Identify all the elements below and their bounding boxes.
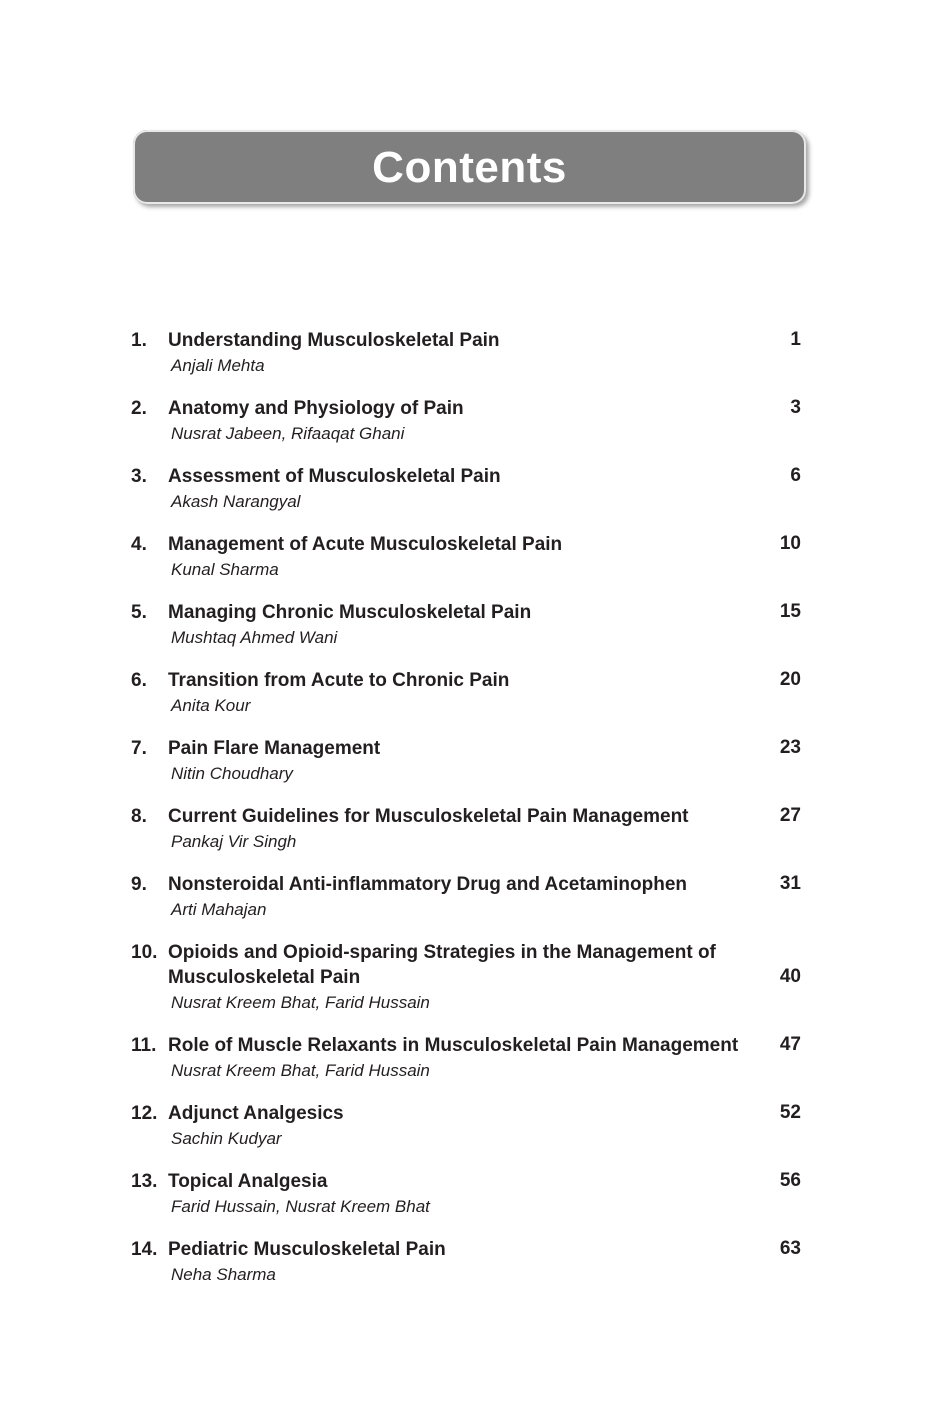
chapter-page-number: 52 bbox=[779, 1102, 801, 1123]
chapter-author: Kunal Sharma bbox=[171, 560, 279, 579]
chapter-title: Topical Analgesia bbox=[168, 1171, 328, 1192]
chapter-author: Akash Narangyal bbox=[171, 492, 301, 511]
chapter-page-number: 23 bbox=[779, 737, 801, 758]
chapter-page-number: 27 bbox=[779, 805, 801, 826]
chapter-title: Understanding Musculoskeletal Pain bbox=[168, 330, 500, 351]
chapter-number: 1. bbox=[131, 330, 147, 351]
chapter-author: Anjali Mehta bbox=[171, 356, 265, 375]
toc-entry-14[interactable] bbox=[131, 1237, 801, 1288]
chapter-page-number: 31 bbox=[779, 873, 801, 894]
toc-entry-8[interactable] bbox=[131, 804, 801, 855]
chapter-page-number: 1 bbox=[790, 329, 801, 350]
chapter-author: Neha Sharma bbox=[171, 1265, 276, 1284]
chapter-title: Anatomy and Physiology of Pain bbox=[168, 398, 464, 419]
chapter-author: Nusrat Kreem Bhat, Farid Hussain bbox=[171, 993, 430, 1012]
chapter-page-number: 47 bbox=[779, 1034, 801, 1055]
chapter-author: Nitin Choudhary bbox=[171, 764, 293, 783]
chapter-title: Pediatric Musculoskeletal Pain bbox=[168, 1239, 446, 1260]
chapter-number: 6. bbox=[131, 670, 147, 691]
toc-entry-6[interactable] bbox=[131, 668, 801, 719]
chapter-title: Pain Flare Management bbox=[168, 738, 381, 759]
chapter-number: 10. bbox=[131, 942, 158, 963]
chapter-title: Current Guidelines for Musculoskeletal Pain Management bbox=[168, 806, 689, 827]
chapter-number: 5. bbox=[131, 602, 147, 623]
toc-entry-13[interactable] bbox=[131, 1169, 801, 1220]
contents-header bbox=[133, 130, 806, 204]
toc-entry-11[interactable] bbox=[131, 1033, 801, 1084]
toc-entry-10[interactable] bbox=[131, 940, 801, 1016]
chapter-page-number: 20 bbox=[779, 669, 801, 690]
chapter-author: Anita Kour bbox=[171, 696, 251, 715]
toc-entry-1[interactable] bbox=[131, 328, 801, 379]
chapter-title: Nonsteroidal Anti-inflammatory Drug and Acetaminophen bbox=[168, 874, 688, 895]
chapter-number: 8. bbox=[131, 806, 147, 827]
chapter-title: Management of Acute Musculoskeletal Pain bbox=[168, 534, 563, 555]
chapter-page-number: 56 bbox=[779, 1170, 801, 1191]
chapter-number: 13. bbox=[131, 1171, 158, 1192]
toc-entry-2[interactable] bbox=[131, 396, 801, 447]
toc-entry-5[interactable] bbox=[131, 600, 801, 651]
table-of-contents bbox=[131, 328, 801, 1305]
chapter-title: Transition from Acute to Chronic Pain bbox=[168, 670, 510, 691]
toc-entry-4[interactable] bbox=[131, 532, 801, 583]
chapter-author: Mushtaq Ahmed Wani bbox=[171, 628, 338, 647]
chapter-title: Opioids and Opioid-sparing Strategies in the Management of Musculoskeletal Pain bbox=[168, 942, 716, 988]
chapter-page-number: 63 bbox=[779, 1238, 801, 1259]
toc-entry-9[interactable] bbox=[131, 872, 801, 923]
chapter-page-number: 3 bbox=[790, 397, 801, 418]
toc-entry-7[interactable] bbox=[131, 736, 801, 787]
chapter-title: Managing Chronic Musculoskeletal Pain bbox=[168, 602, 532, 623]
chapter-number: 14. bbox=[131, 1239, 158, 1260]
toc-entry-3[interactable] bbox=[131, 464, 801, 515]
chapter-author: Pankaj Vir Singh bbox=[171, 832, 297, 851]
chapter-author: Nusrat Jabeen, Rifaaqat Ghani bbox=[171, 424, 405, 443]
chapter-number: 3. bbox=[131, 466, 147, 487]
chapter-page-number: 15 bbox=[779, 601, 801, 622]
chapter-number: 4. bbox=[131, 534, 147, 555]
chapter-author: Nusrat Kreem Bhat, Farid Hussain bbox=[171, 1061, 430, 1080]
toc-entry-12[interactable] bbox=[131, 1101, 801, 1152]
chapter-author: Arti Mahajan bbox=[171, 900, 267, 919]
chapter-page-number: 6 bbox=[790, 465, 801, 486]
chapter-title: Assessment of Musculoskeletal Pain bbox=[168, 466, 501, 487]
chapter-number: 11. bbox=[131, 1035, 157, 1056]
chapter-title: Role of Muscle Relaxants in Musculoskeletal Pain Management bbox=[168, 1035, 739, 1056]
chapter-title: Adjunct Analgesics bbox=[168, 1103, 344, 1124]
chapter-number: 12. bbox=[131, 1103, 158, 1124]
chapter-author: Farid Hussain, Nusrat Kreem Bhat bbox=[171, 1197, 430, 1216]
chapter-number: 7. bbox=[131, 738, 147, 759]
chapter-author: Sachin Kudyar bbox=[171, 1129, 282, 1148]
chapter-page-number: 40 bbox=[779, 966, 801, 987]
chapter-number: 9. bbox=[131, 874, 147, 895]
chapter-number: 2. bbox=[131, 398, 147, 419]
chapter-page-number: 10 bbox=[779, 533, 801, 554]
page-title: Contents bbox=[372, 143, 567, 192]
